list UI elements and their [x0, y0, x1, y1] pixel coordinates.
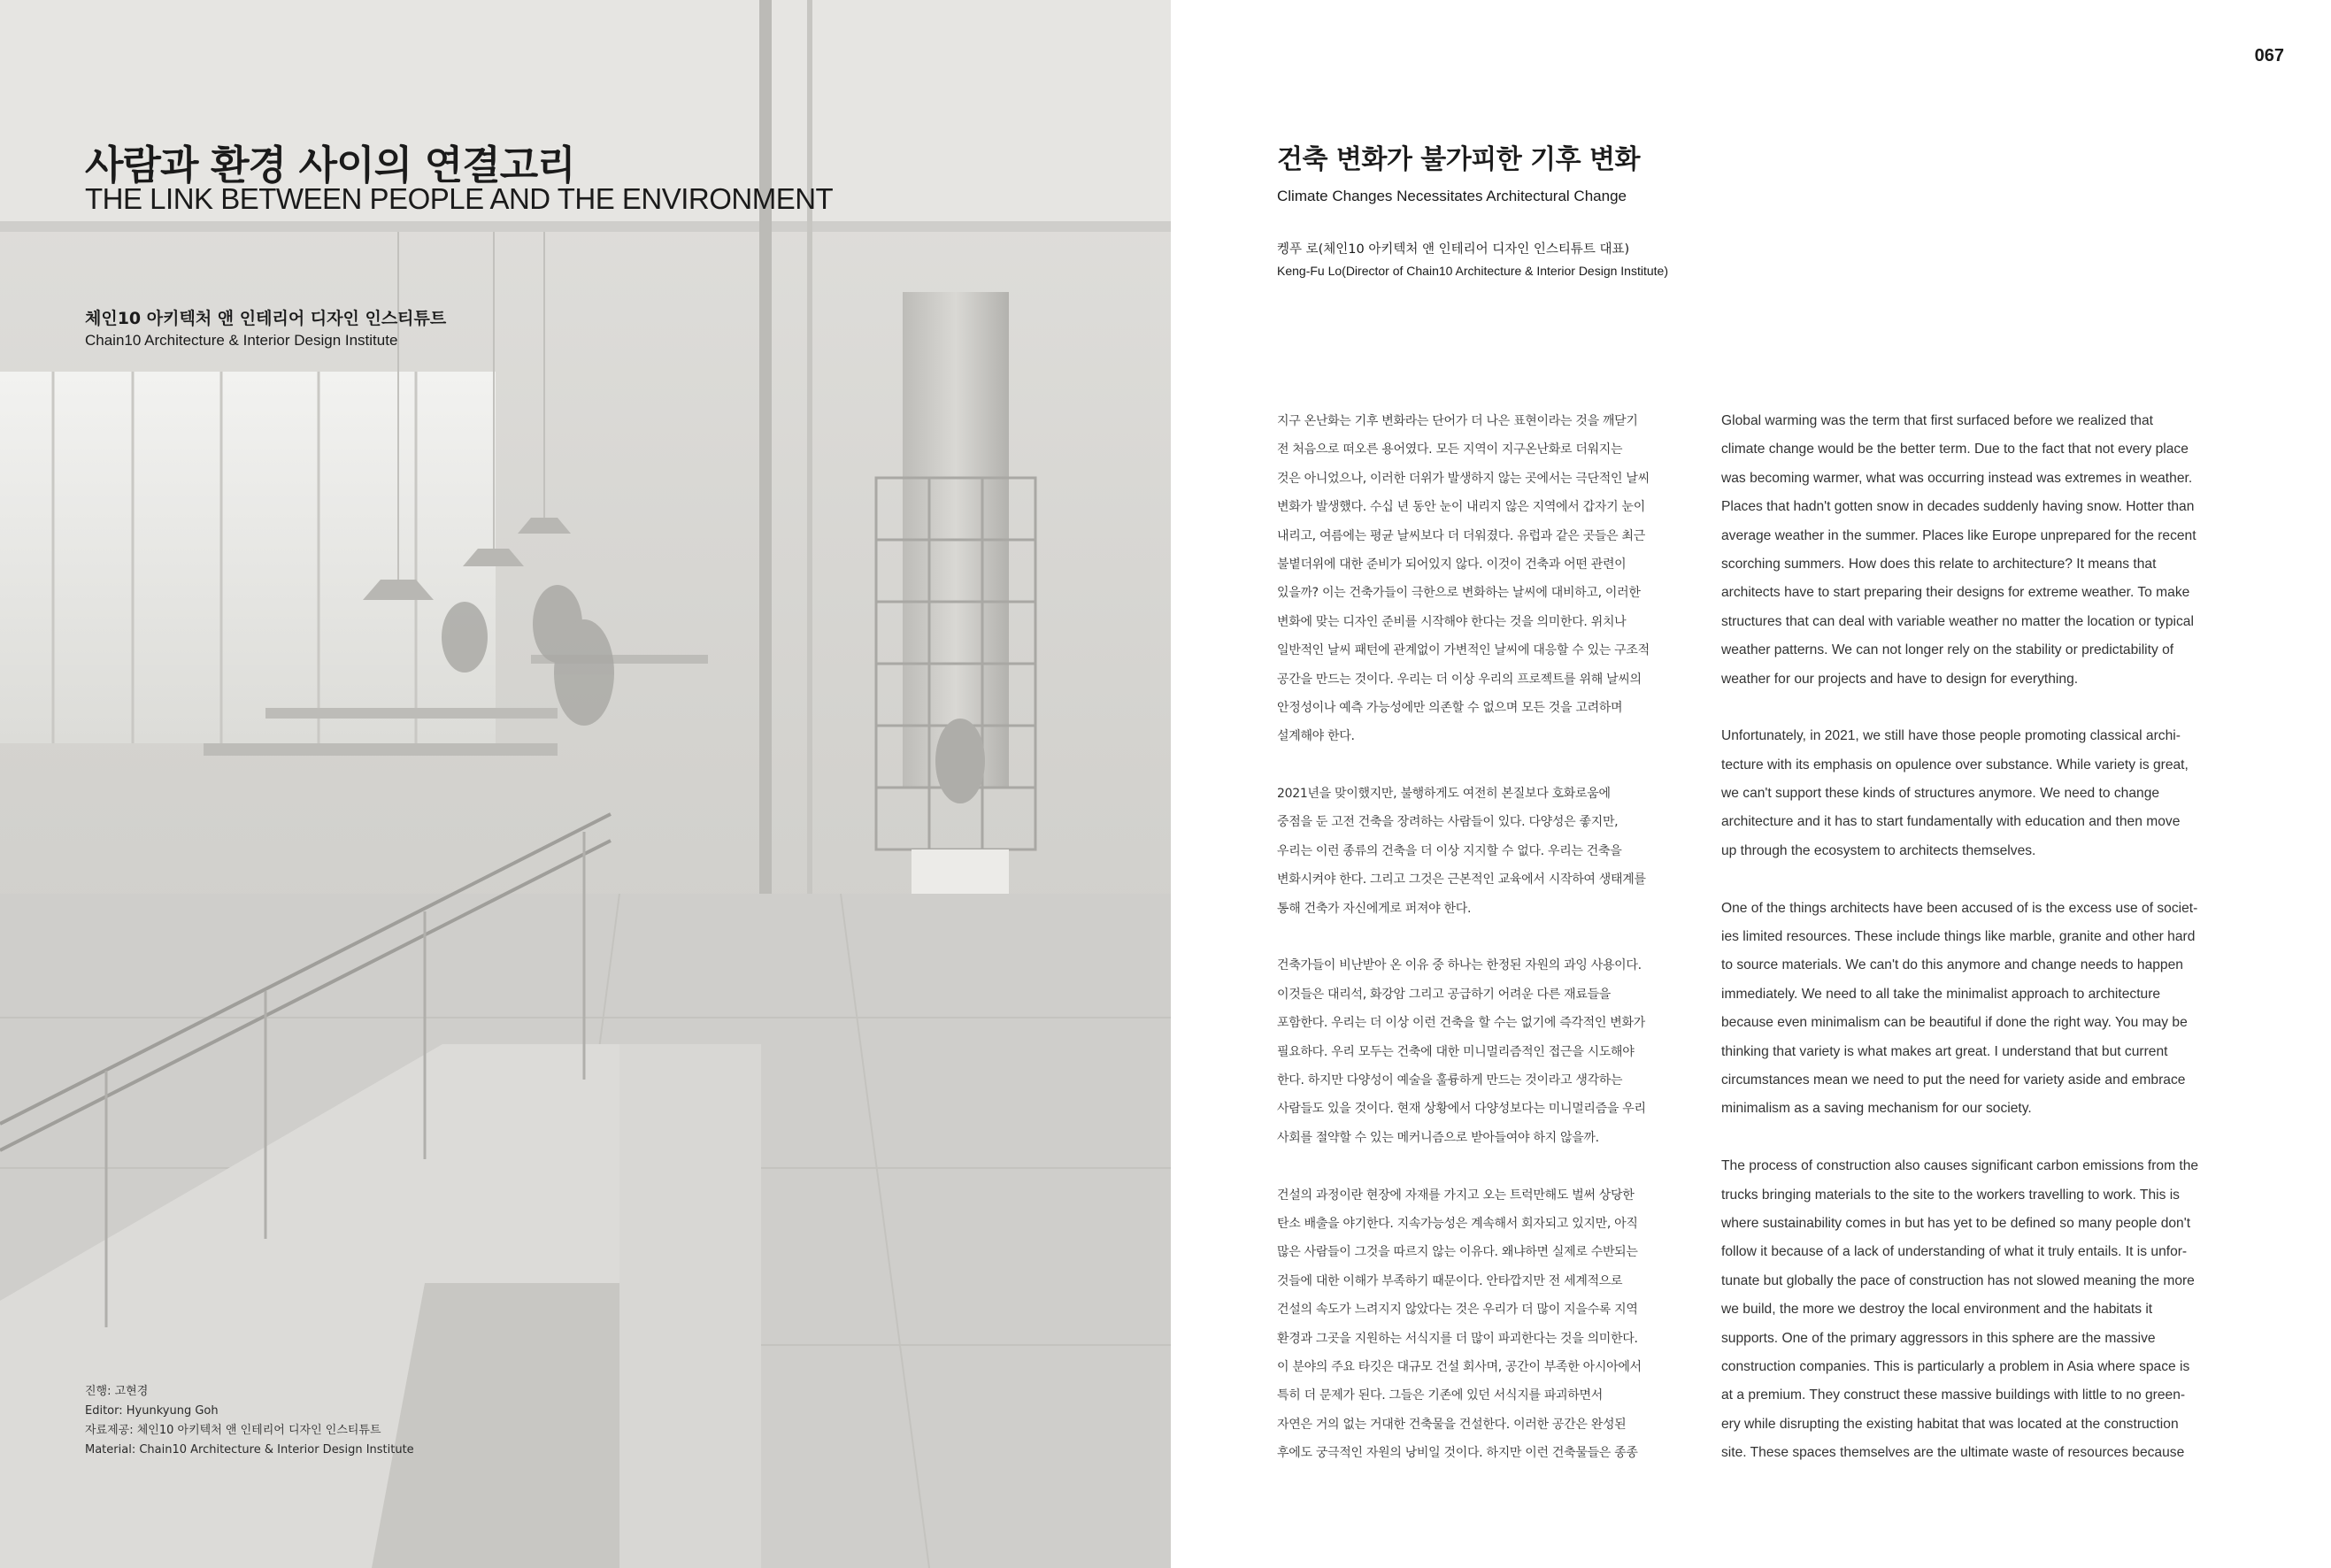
korean-text-line: 일반적인 날씨 패턴에 관계없이 가변적인 날씨에 대응할 수 있는 구조적 [1277, 643, 1650, 658]
english-text-line: we can't support these kinds of structures anymore. We need to change [1721, 786, 2160, 802]
korean-text-line: 건설의 과정이란 현장에 자재를 가지고 오는 트럭만해도 벌써 상당한 [1277, 1188, 1635, 1203]
english-text-line: scorching summers. How does this relate to architecture? It means that [1721, 556, 2157, 572]
korean-text-line: 설계해야 한다. [1277, 729, 1355, 744]
english-text-line: Global warming was the term that first surfaced before we realized that [1721, 413, 2153, 428]
english-text-line: architects have to start preparing their designs for extreme weather. To make [1721, 585, 2190, 601]
english-text-line: weather patterns. We can not longer rely on the stability or predictability of [1721, 642, 2174, 658]
english-text-line: because even minimalism can be beautiful if done the right way. You may be [1721, 1015, 2188, 1031]
article-title-english: Climate Changes Necessitates Architectural Change [1277, 188, 1627, 204]
korean-text-line: 건설의 속도가 느려지지 않았다는 것은 우리가 더 많이 지을수록 지역 [1277, 1303, 1638, 1318]
english-text-line: where sustainability comes in but has yet to be defined so many people don't [1721, 1215, 2191, 1231]
english-text-line: architecture and it has to start fundamentally with education and then move [1721, 814, 2181, 830]
korean-text-line: 공간을 만드는 것이다. 우리는 더 이상 우리의 프로젝트를 위해 날씨의 [1277, 672, 1642, 687]
author-english: Keng-Fu Lo(Director of Chain10 Architecture & Interior Design Institute) [1277, 264, 1668, 278]
english-text-line: up through the ecosystem to architects themselves. [1721, 842, 2036, 858]
english-text-line: we build, the more we destroy the local environment and the habitats it [1721, 1302, 2153, 1318]
korean-text-line: 이것들은 대리석, 화강암 그리고 공급하기 어려운 다른 재료들을 [1277, 987, 1612, 1002]
korean-text-line: 탄소 배출을 야기한다. 지속가능성은 계속해서 회자되고 있지만, 아직 [1277, 1216, 1638, 1231]
english-text-line: thinking that variety is what makes art great. I understand that but current [1721, 1043, 2168, 1059]
credit-material-en: Material: Chain10 Architecture & Interior Design Institute [85, 1443, 414, 1457]
korean-text-line: 통해 건축가 자신에게로 퍼져야 한다. [1277, 901, 1472, 916]
english-text-line: construction companies. This is particularly a problem in Asia where space is [1721, 1358, 2190, 1374]
korean-text-column [1277, 407, 1719, 1496]
korean-text-line: 많은 사람들이 그것을 따르지 않는 이유다. 왜냐하면 실제로 수반되는 [1277, 1245, 1638, 1260]
korean-text-line: 있을까? 이는 건축가들이 극한으로 변화하는 날씨에 대비하고, 이러한 [1277, 586, 1641, 601]
korean-paragraph [1277, 951, 1719, 1152]
english-text-line: Places that hadn't gotten snow in decades suddenly having snow. Hotter than [1721, 499, 2195, 515]
english-text-line: tecture with its emphasis on opulence over substance. While variety is great, [1721, 757, 2189, 772]
korean-text-line: 우리는 이런 종류의 건축을 더 이상 지지할 수 없다. 우리는 건축을 [1277, 843, 1622, 858]
korean-text-line: 후에도 궁극적인 자원의 낭비일 것이다. 하지만 이런 건축물들은 종종 [1277, 1446, 1638, 1461]
english-text-line: to source materials. We can't do this anymore and change needs to happen [1721, 957, 2183, 973]
korean-text-line: 변화가 발생했다. 수십 년 동안 눈이 내리지 않은 지역에서 갑자기 눈이 [1277, 500, 1645, 515]
korean-text-line: 특히 더 문제가 된다. 그들은 기존에 있던 서식지를 파괴하면서 [1277, 1388, 1603, 1403]
korean-text-line: 지구 온난화는 기후 변화라는 단어가 더 나은 표현이라는 것을 깨닫기 [1277, 414, 1638, 428]
credit-material-ko: 자료제공: 체인10 아키텍처 앤 인테리어 디자인 인스티튜트 [85, 1424, 381, 1437]
korean-text-line: 내리고, 여름에는 평균 날씨보다 더 더워졌다. 유럽과 같은 곳들은 최근 [1277, 528, 1645, 543]
english-paragraph [1721, 895, 2284, 1124]
korean-text-line: 한다. 하지만 다양성이 예술을 훌륭하게 만드는 것이라고 생각하는 [1277, 1072, 1623, 1088]
korean-text-line: 것은 아니었으나, 이러한 더위가 발생하지 않는 곳에서는 극단적인 날씨 [1277, 471, 1650, 486]
korean-text-line: 불볕더위에 대한 준비가 되어있지 않다. 이것이 건축과 어떤 관련이 [1277, 557, 1627, 572]
korean-paragraph [1277, 1181, 1719, 1468]
korean-text-line: 중점을 둔 고전 건축을 장려하는 사람들이 있다. 다양성은 좋지만, [1277, 815, 1619, 830]
english-text-line: follow it because of a lack of understanding of what it truly entails. It is unfor- [1721, 1244, 2188, 1260]
english-text-line: The process of construction also causes significant carbon emissions from the [1721, 1158, 2199, 1174]
english-text-line: supports. One of the primary aggressors in this sphere are the massive [1721, 1330, 2156, 1346]
right-page [1171, 0, 2331, 1568]
english-paragraph [1721, 407, 2284, 694]
organization-name-korean: 체인10 아키텍처 앤 인테리어 디자인 인스티튜트 [85, 309, 447, 328]
page-number: 067 [2254, 46, 2284, 65]
credit-editor-en: Editor: Hyunkyung Goh [85, 1404, 219, 1418]
korean-text-line: 것들에 대한 이해가 부족하기 때문이다. 안타깝지만 전 세계적으로 [1277, 1273, 1623, 1288]
korean-text-line: 2021년을 맞이했지만, 불행하게도 여전히 본질보다 호화로움에 [1277, 787, 1611, 802]
korean-text-line: 사회를 절약할 수 있는 메커니즘으로 받아들여야 하지 않을까. [1277, 1130, 1599, 1145]
english-text-line: minimalism as a saving mechanism for our society. [1721, 1101, 2032, 1117]
english-text-line: Unfortunately, in 2021, we still have those people promoting classical archi- [1721, 728, 2181, 744]
english-text-line: immediately. We need to all take the minimalist approach to architecture [1721, 986, 2161, 1002]
korean-text-line: 사람들도 있을 것이다. 현재 상황에서 다양성보다는 미니멀리즘을 우리 [1277, 1102, 1646, 1117]
korean-paragraph [1277, 407, 1719, 751]
korean-text-line: 이 분야의 주요 타깃은 대규모 건설 회사며, 공간이 부족한 아시아에서 [1277, 1359, 1642, 1374]
english-text-line: structures that can deal with variable weather no matter the location or typical [1721, 613, 2194, 629]
english-text-line: was becoming warmer, what was occurring instead was extremes in weather. [1721, 470, 2193, 486]
korean-text-line: 변화시켜야 한다. 그리고 그것은 근본적인 교육에서 시작하여 생태계를 [1277, 872, 1646, 888]
english-paragraph [1721, 722, 2284, 865]
credits-block [85, 1382, 414, 1460]
korean-text-line: 포함한다. 우리는 더 이상 이런 건축을 할 수는 없기에 즉각적인 변화가 [1277, 1016, 1645, 1031]
korean-paragraph [1277, 780, 1719, 923]
korean-text-line: 전 처음으로 떠오른 용어였다. 모든 지역이 지구온난화로 더워지는 [1277, 442, 1623, 457]
english-text-line: site. These spaces themselves are the ultimate waste of resources because [1721, 1445, 2185, 1461]
organization-name-english: Chain10 Architecture & Interior Design Institute [85, 332, 398, 349]
korean-text-line: 필요하다. 우리 모두는 건축에 대한 미니멀리즘적인 접근을 시도해야 [1277, 1044, 1635, 1059]
english-text-line: ery while disrupting the existing habitat that was located at the construction [1721, 1416, 2179, 1432]
left-title-english: THE LINK BETWEEN PEOPLE AND THE ENVIRONMENT [85, 182, 834, 215]
english-text-line: weather for our projects and have to design for everything. [1721, 671, 2079, 687]
english-text-line: circumstances mean we need to put the need for variety aside and embrace [1721, 1072, 2186, 1088]
english-text-line: tunate but globally the pace of construction has not slowed meaning the more [1721, 1272, 2195, 1288]
english-text-line: climate change would be the better term. Due to the fact that not every place [1721, 442, 2189, 457]
english-text-column [1721, 407, 2284, 1496]
korean-text-line: 안정성이나 예측 가능성에만 의존할 수 없으며 모든 것을 고려하며 [1277, 700, 1623, 715]
english-text-line: One of the things architects have been accused of is the excess use of societ- [1721, 900, 2198, 916]
author-korean: 켕푸 로(체인10 아키텍처 앤 인테리어 디자인 인스티튜트 대표) [1277, 242, 1630, 257]
english-text-line: ies limited resources. These include things like marble, granite and other hard [1721, 929, 2196, 945]
english-text-line: at a premium. They construct these massive buildings with little to no green- [1721, 1387, 2186, 1403]
korean-text-line: 변화에 맞는 디자인 준비를 시작해야 한다는 것을 의미한다. 위치나 [1277, 614, 1627, 629]
left-title-korean: 사람과 환경 사이의 연결고리 [85, 142, 575, 188]
article-title-korean: 건축 변화가 불가피한 기후 변화 [1277, 144, 1641, 175]
english-paragraph [1721, 1152, 2284, 1467]
korean-text-line: 건축가들이 비난받아 온 이유 중 하나는 한정된 자원의 과잉 사용이다. [1277, 958, 1642, 973]
korean-text-line: 환경과 그곳을 지원하는 서식지를 더 많이 파괴한다는 것을 의미한다. [1277, 1331, 1638, 1346]
korean-text-line: 자연은 거의 없는 거대한 건축물을 건설한다. 이러한 공간은 완성된 [1277, 1417, 1627, 1432]
english-text-line: trucks bringing materials to the site to the workers travelling to work. This is [1721, 1187, 2180, 1203]
credit-editor-ko: 진행: 고현경 [85, 1385, 149, 1398]
english-text-line: average weather in the summer. Places like Europe unprepared for the recent [1721, 527, 2196, 543]
